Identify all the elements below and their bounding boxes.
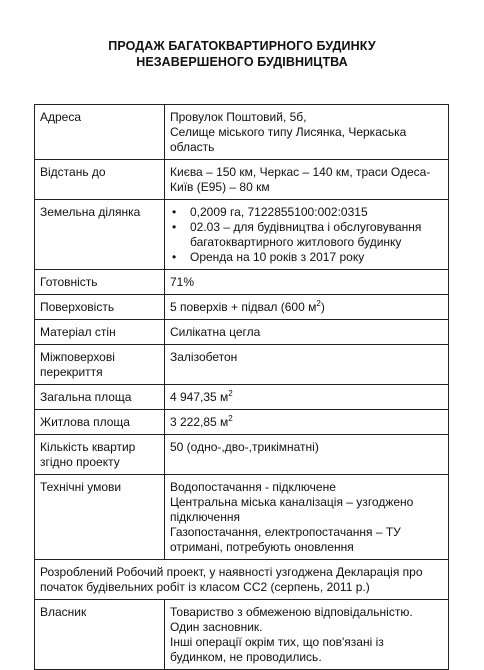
- row-project: [35, 560, 449, 600]
- tech-value: [165, 475, 449, 560]
- distance-line-2: Київ (Е95) – 80 км: [170, 180, 270, 194]
- row-total-area: [35, 385, 449, 410]
- project-line-1: Розроблений Робочий проект, у наявності узгоджена Декларація про: [40, 565, 423, 579]
- floors-value-text: 5 поверхів + підвал (600 м: [170, 300, 317, 314]
- land-item-lease-text: Оренда на 10 років з 2017 року: [190, 250, 365, 264]
- readiness-label: Готовність: [35, 270, 165, 295]
- apartments-label-line-1: Кількість квартир: [40, 440, 136, 454]
- tech-line-1: Водопостачання - підключене: [170, 480, 336, 494]
- document-title: [0, 38, 484, 70]
- total-area-value: [165, 385, 449, 410]
- apartments-value: 50 (одно-,дво-,трикімнатні): [165, 435, 449, 475]
- owner-line-2: Один засновник.: [170, 620, 263, 634]
- owner-line-3: Інші операції окрім тих, що пов'язані із: [170, 635, 384, 649]
- floors-label: Поверховість: [35, 295, 165, 320]
- row-distance: [35, 160, 449, 200]
- row-land: [35, 200, 449, 270]
- land-item-lease: [170, 250, 443, 265]
- row-walls: [35, 320, 449, 345]
- tech-line-5: отримані, потребують оновлення: [170, 540, 354, 554]
- project-line-2: початок будівельних робіт із класом СС2 (серпень, 2011 р.): [40, 580, 370, 594]
- owner-line-1: Товариство з обмеженою відповідальністю.: [170, 605, 413, 619]
- living-area-label: Житлова площа: [35, 410, 165, 435]
- address-line-3: область: [170, 140, 215, 154]
- owner-line-4: будинком, не проводились.: [170, 650, 322, 664]
- tech-label: Технічні умови: [35, 475, 165, 560]
- owner-label: Власник: [35, 600, 165, 670]
- title-line-2: НЕЗАВЕРШЕНОГО БУДІВНИЦТВА: [136, 55, 348, 69]
- row-tech: [35, 475, 449, 560]
- distance-label: Відстань до: [35, 160, 165, 200]
- address-label: Адреса: [35, 105, 165, 160]
- apartments-label-line-2: згідно проекту: [40, 455, 120, 469]
- distance-value: [165, 160, 449, 200]
- total-area-value-text: 4 947,35 м: [170, 390, 229, 404]
- tech-line-2: Центральна міська каналізація – узгоджено: [170, 495, 414, 509]
- slabs-label-line-2: перекриття: [40, 365, 103, 379]
- total-area-label: Загальна площа: [35, 385, 165, 410]
- floors-unit-sup: 2: [316, 299, 321, 308]
- living-area-value: [165, 410, 449, 435]
- apartments-label: [35, 435, 165, 475]
- row-address: [35, 105, 449, 160]
- property-info-table: [34, 104, 449, 670]
- living-area-unit-sup: 2: [228, 414, 233, 423]
- floors-value-suffix: ): [320, 300, 325, 314]
- land-value: [165, 200, 449, 270]
- slabs-label: [35, 345, 165, 385]
- address-value: [165, 105, 449, 160]
- tech-line-4: Газопостачання, електропостачання – ТУ: [170, 525, 401, 539]
- bullet-icon: •: [172, 220, 177, 234]
- row-floors: [35, 295, 449, 320]
- bullet-icon: •: [172, 250, 177, 264]
- row-slabs: [35, 345, 449, 385]
- land-item-area: [170, 205, 443, 220]
- title-line-1: ПРОДАЖ БАГАТОКВАРТИРНОГО БУДИНКУ: [108, 39, 376, 53]
- total-area-unit-sup: 2: [228, 389, 233, 398]
- distance-line-1: Києва – 150 км, Черкас – 140 км, траси Одеса-: [170, 165, 431, 179]
- tech-line-3: підключення: [170, 510, 240, 524]
- slabs-value: Залізобетон: [165, 345, 449, 385]
- living-area-value-text: 3 222,85 м: [170, 415, 229, 429]
- owner-value: [165, 600, 449, 670]
- walls-value: Силікатна цегла: [165, 320, 449, 345]
- project-value: [35, 560, 449, 600]
- row-owner: [35, 600, 449, 670]
- row-apartments: [35, 435, 449, 475]
- row-readiness: [35, 270, 449, 295]
- address-line-1: Провулок Поштовий, 5б,: [170, 110, 307, 124]
- land-item-purpose-line-1: 02.03 – для будівництва і обслуговування: [190, 220, 422, 234]
- land-item-area-text: 0,2009 га, 7122855100:002:0315: [190, 205, 368, 219]
- floors-value: [165, 295, 449, 320]
- address-line-2: Селище міського типу Лисянка, Черкаська: [170, 125, 407, 139]
- land-bullet-list: [170, 205, 443, 265]
- readiness-value: 71%: [165, 270, 449, 295]
- walls-label: Матеріал стін: [35, 320, 165, 345]
- land-item-purpose: [170, 220, 443, 250]
- land-label: Земельна ділянка: [35, 200, 165, 270]
- land-item-purpose-line-2: багатоквартирного житлового будинку: [190, 235, 402, 249]
- bullet-icon: •: [172, 205, 177, 219]
- row-living-area: [35, 410, 449, 435]
- slabs-label-line-1: Міжповерхові: [40, 350, 115, 364]
